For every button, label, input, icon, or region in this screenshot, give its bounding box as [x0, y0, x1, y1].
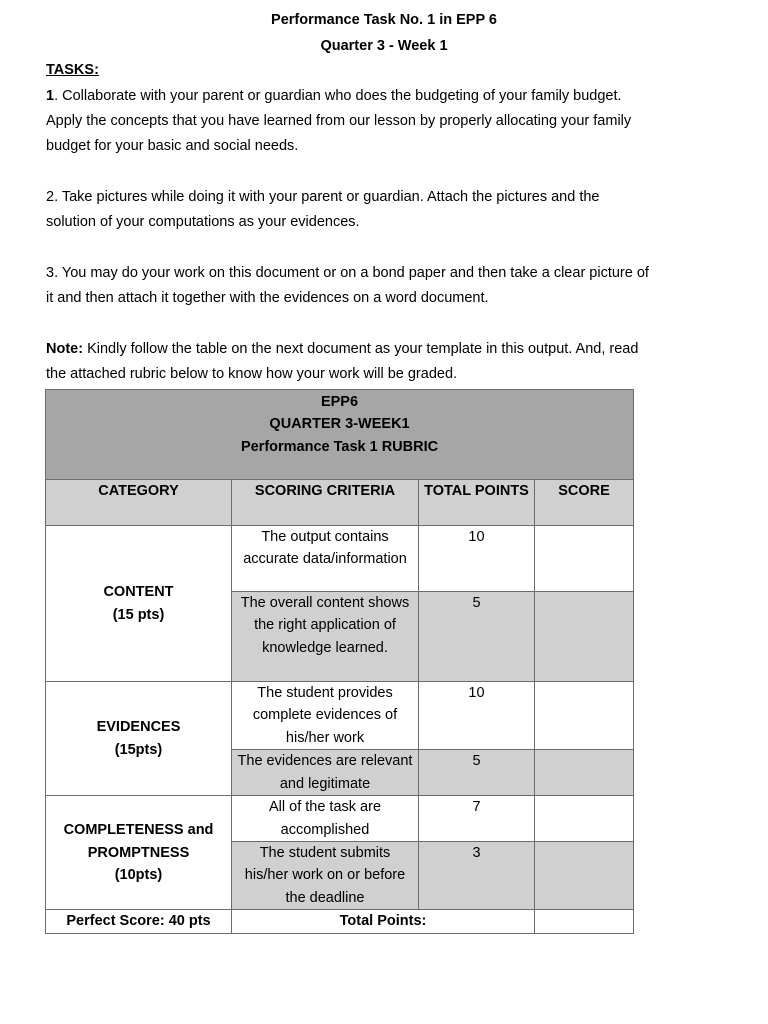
table-row — [46, 796, 634, 842]
perfect-score: Perfect Score: 40 pts — [46, 910, 232, 933]
points-cell: 10 — [419, 682, 535, 750]
score-cell[interactable] — [535, 842, 634, 910]
rubric-heading-subject: EPP6 — [320, 394, 359, 410]
criteria-cell: All of the task are accomplished — [232, 796, 419, 842]
category-content — [46, 526, 232, 682]
category-points: (15pts) — [114, 741, 163, 758]
rubric-table — [45, 389, 634, 934]
score-cell[interactable] — [535, 526, 634, 592]
note-line-1 — [46, 341, 736, 357]
note-line-2: the attached rubric below to know how your work will be graded. — [46, 366, 458, 382]
points-cell: 5 — [419, 592, 535, 682]
rubric-heading-quarter: QUARTER 3-WEEK1 — [269, 416, 410, 433]
score-cell[interactable] — [535, 750, 634, 796]
category-name: CONTENT — [103, 584, 174, 601]
criteria-cell: The student submits his/her work on or before the deadline — [232, 842, 419, 910]
table-row — [46, 682, 634, 750]
column-category: CATEGORY — [46, 480, 232, 526]
rubric-column-headers — [46, 480, 634, 526]
total-points-value[interactable] — [535, 910, 634, 933]
task-1-line-1 — [46, 88, 736, 104]
score-cell[interactable] — [535, 796, 634, 842]
document-subtitle: Quarter 3 - Week 1 — [320, 38, 448, 54]
points-cell: 3 — [419, 842, 535, 910]
points-cell: 7 — [419, 796, 535, 842]
task-1-number: 1 — [46, 88, 55, 104]
tasks-label: TASKS: — [46, 62, 99, 78]
document-title: Performance Task No. 1 in EPP 6 — [271, 12, 497, 28]
category-evidences — [46, 682, 232, 796]
criteria-cell: The student provides complete evidences of his/her work — [232, 682, 419, 750]
table-footer-row — [46, 910, 634, 933]
task-1-line-2: Apply the concepts that you have learned from our lesson by properly allocating your family — [46, 113, 632, 129]
task-1-line-3: budget for your basic and social needs. — [46, 138, 299, 154]
column-scoring-criteria: SCORING CRITERIA — [232, 480, 419, 526]
note-label: Note: — [46, 341, 84, 357]
column-score: SCORE — [535, 480, 634, 526]
note-text: Kindly follow the table on the next document as your template in this output. And, read — [83, 341, 639, 357]
tasks-heading — [46, 62, 736, 78]
category-completeness — [46, 796, 232, 910]
task-1-text: . Collaborate with your parent or guardian who does the budgeting of your family budget. — [54, 88, 622, 104]
points-cell: 10 — [419, 526, 535, 592]
rubric-heading-title: Performance Task 1 RUBRIC — [240, 438, 439, 455]
criteria-cell: The output contains accurate data/information — [232, 526, 419, 592]
total-points-label: Total Points: — [232, 910, 535, 933]
score-cell[interactable] — [535, 682, 634, 750]
score-cell[interactable] — [535, 592, 634, 682]
points-cell: 5 — [419, 750, 535, 796]
rubric-heading — [46, 390, 634, 480]
task-2-line-2: solution of your computations as your evidences. — [46, 214, 360, 230]
column-total-points: TOTAL POINTS — [419, 480, 535, 526]
category-name: COMPLETENESS and PROMPTNESS — [63, 822, 214, 861]
task-2-line-1: 2. Take pictures while doing it with your parent or guardian. Attach the pictures and the — [46, 189, 600, 205]
category-name: EVIDENCES — [96, 719, 181, 736]
category-points: (15 pts) — [112, 606, 165, 623]
category-points: (10pts) — [114, 866, 163, 883]
criteria-cell: The evidences are relevant and legitimate — [232, 750, 419, 796]
table-row — [46, 526, 634, 592]
criteria-cell: The overall content shows the right application of knowledge learned. — [232, 592, 419, 682]
task-3-line-1: 3. You may do your work on this document or on a bond paper and then take a clear picture of — [46, 265, 649, 281]
task-3-line-2: it and then attach it together with the evidences on a word document. — [46, 290, 489, 306]
